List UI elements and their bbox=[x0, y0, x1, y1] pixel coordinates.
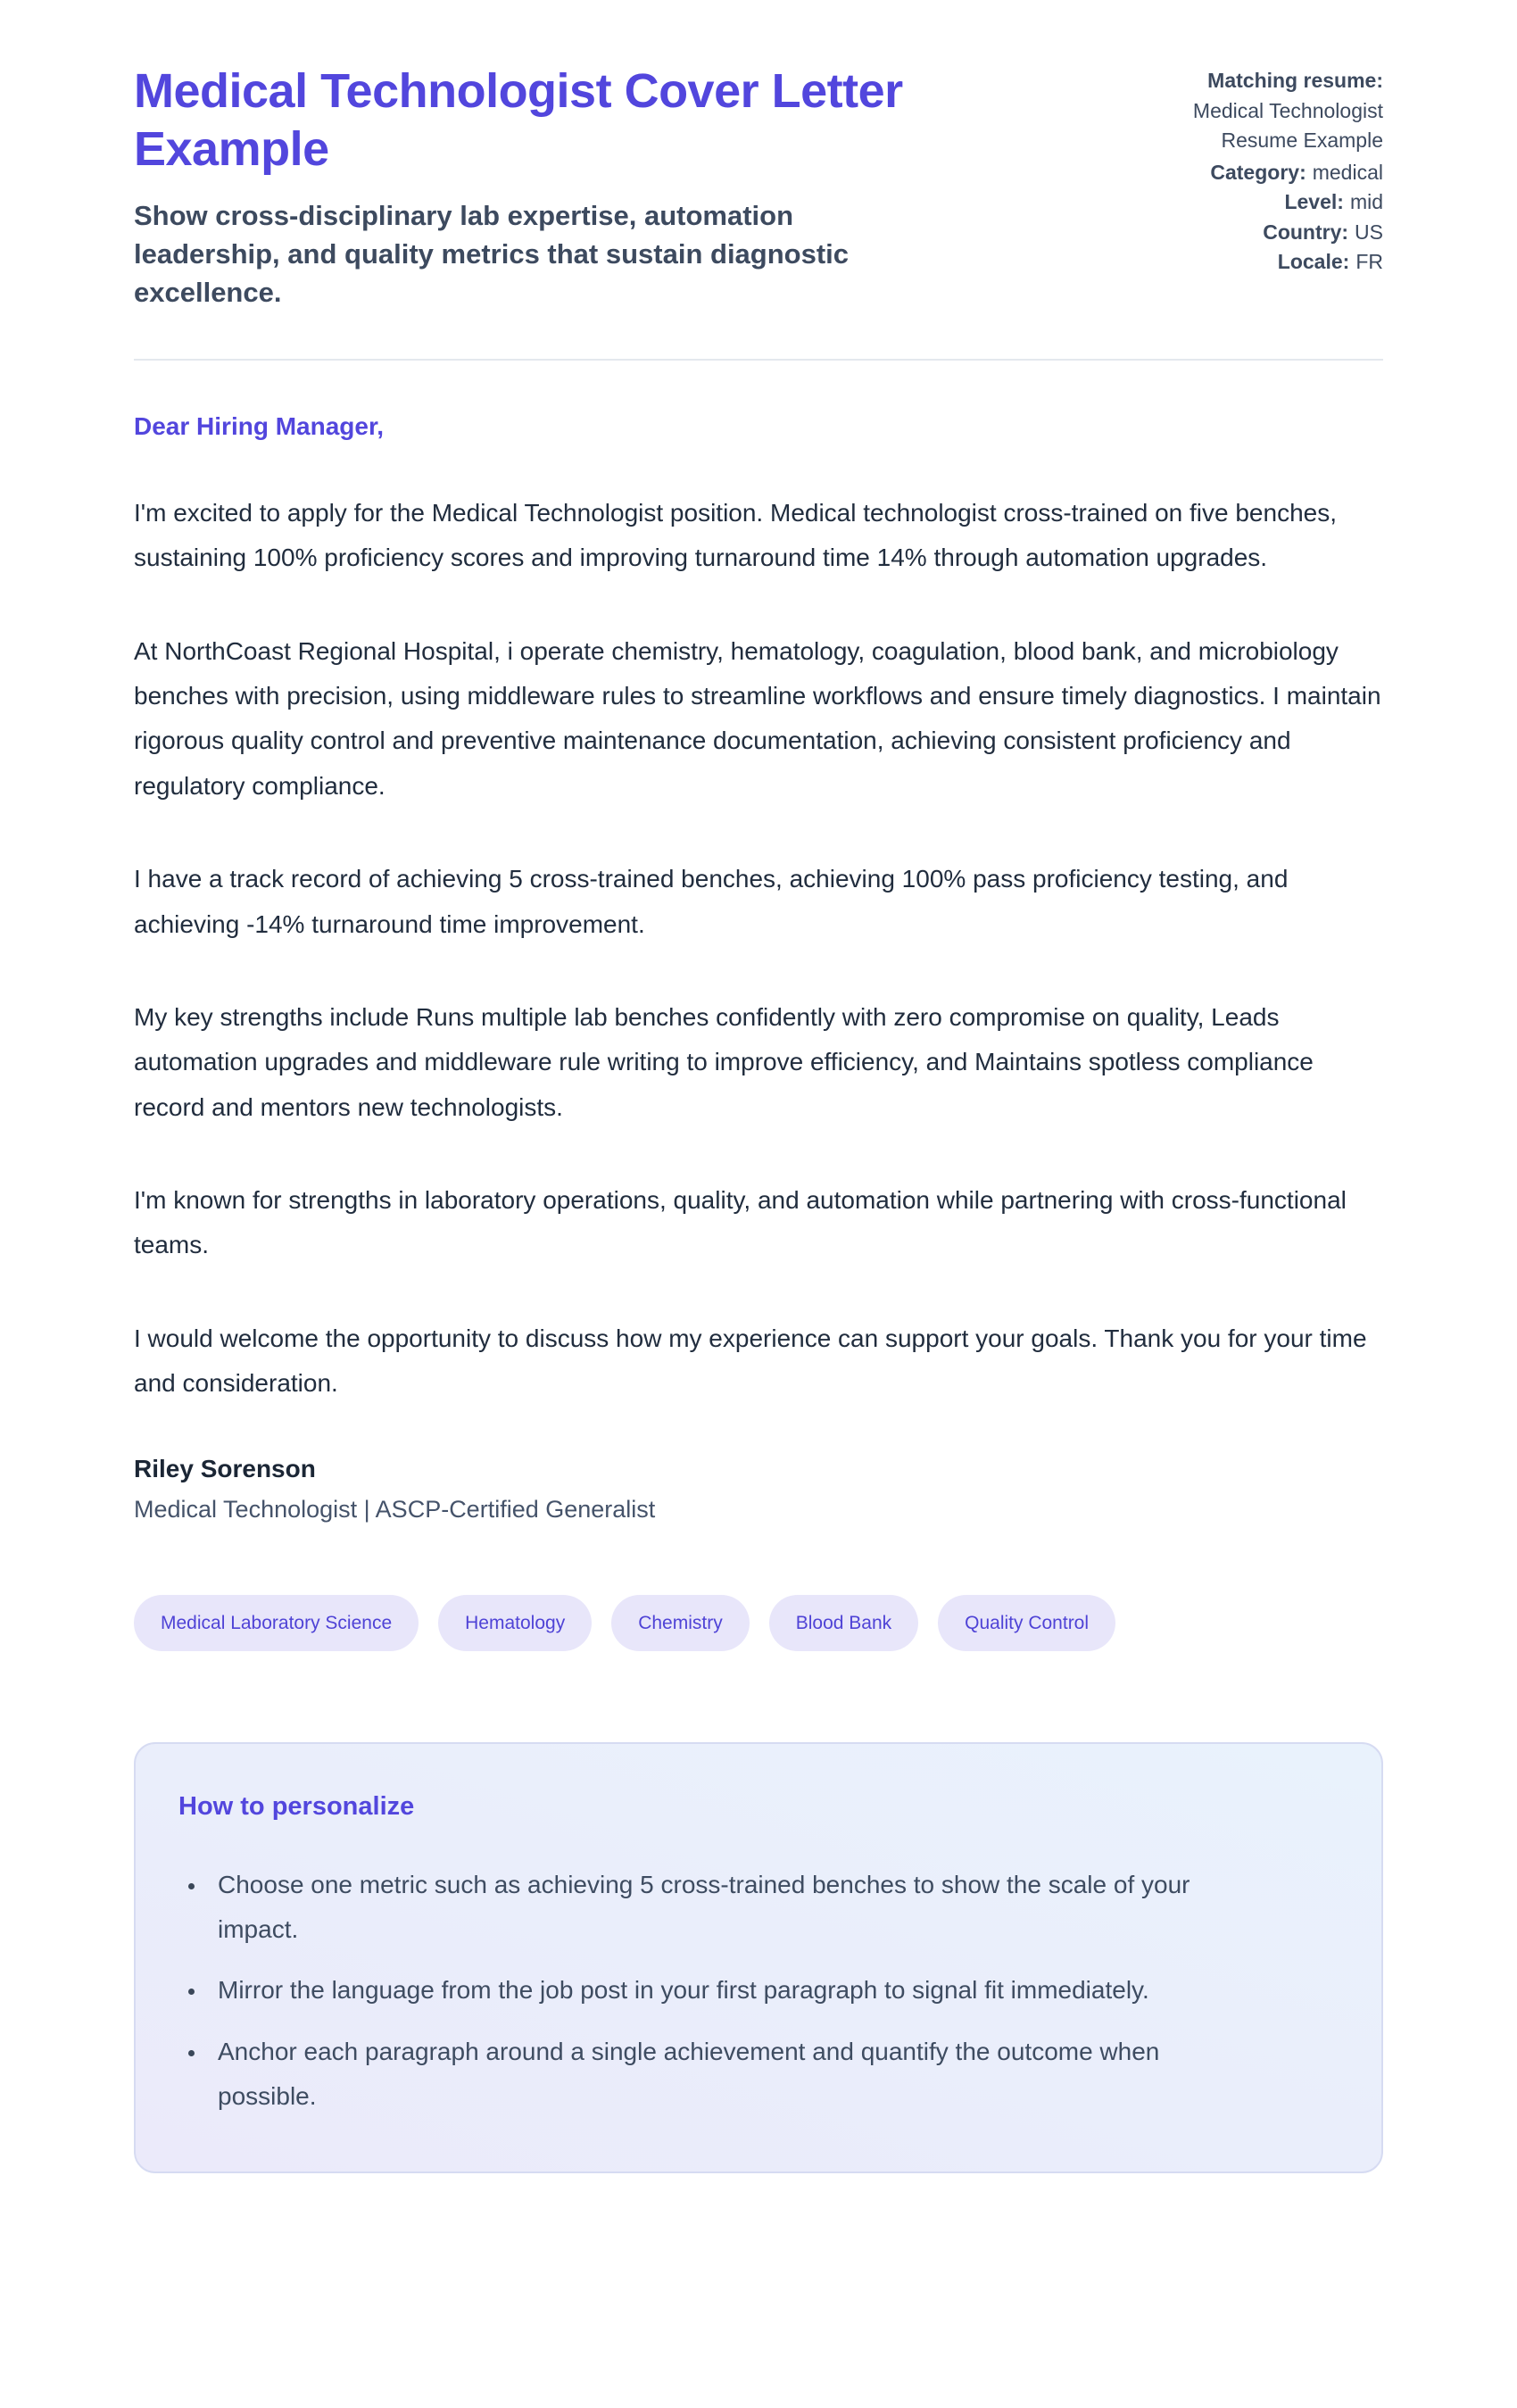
page-subtitle: Show cross-disciplinary lab expertise, automation leadership, and quality metrics that sustain diagnostic excellence. bbox=[134, 199, 850, 309]
signature-name: Riley Sorenson bbox=[134, 1454, 316, 1482]
meta-field-value: US bbox=[1355, 220, 1383, 244]
meta-field-list bbox=[1140, 158, 1383, 278]
meta-matching-value: Medical Technologist Resume Example bbox=[1192, 98, 1383, 153]
personalize-list bbox=[178, 1863, 1339, 2120]
meta-field-row bbox=[1140, 158, 1383, 188]
personalize-heading: How to personalize bbox=[178, 1791, 415, 1821]
tag-pill[interactable]: Blood Bank bbox=[769, 1595, 918, 1651]
letter-paragraph: At NorthCoast Regional Hospital, i operate chemistry, hematology, coagulation, blood bank, and microbiology benches with precision, using middleware rules to streamline workflows and ensure timely diagnostics. I maintain rigorous quality control and preventive maintenance documentation, achieving consistent proficiency and regulatory compliance. bbox=[134, 636, 1381, 800]
personalize-box bbox=[134, 1742, 1383, 2173]
greeting: Dear Hiring Manager, bbox=[134, 411, 385, 440]
resume-meta bbox=[1140, 62, 1383, 278]
meta-matching-resume bbox=[1140, 66, 1383, 156]
letter-paragraph: I would welcome the opportunity to discuss how my experience can support your goals. Thank you for your time and consideration. bbox=[134, 1324, 1367, 1398]
header-left bbox=[134, 62, 919, 312]
tag-list bbox=[134, 1595, 1383, 1651]
meta-field-row bbox=[1140, 187, 1383, 218]
tag-pill[interactable]: Quality Control bbox=[938, 1595, 1115, 1651]
meta-field-label: Country: bbox=[1263, 220, 1349, 244]
letter-paragraph: My key strengths include Runs multiple lab benches confidently with zero compromise on quality, Leads automation upgrades and middleware rule writing to improve efficiency, and Maintains spotless compliance record and mentors new technologists. bbox=[134, 1002, 1314, 1121]
meta-field-value: FR bbox=[1355, 250, 1383, 274]
personalize-item: • Choose one metric such as achieving 5 cross-trained benches to show the scale of your impact. bbox=[207, 1863, 1233, 1953]
letter-body bbox=[134, 361, 1383, 1524]
meta-field-row bbox=[1140, 218, 1383, 248]
signature-title: Medical Technologist | ASCP-Certified Generalist bbox=[134, 1495, 656, 1523]
meta-field-label: Locale: bbox=[1277, 250, 1350, 274]
letter-paragraph: I have a track record of achieving 5 cross-trained benches, achieving 100% pass proficiency testing, and achieving -14% turnaround time improvement. bbox=[134, 865, 1289, 938]
meta-matching-label: Matching resume: bbox=[1207, 69, 1383, 92]
page-title: Medical Technologist Cover Letter Example bbox=[134, 64, 903, 176]
meta-field-label: Level: bbox=[1284, 190, 1344, 214]
meta-field-label: Category: bbox=[1210, 160, 1306, 184]
letter-paragraph: I'm excited to apply for the Medical Technologist position. Medical technologist cross-trained on five benches, sustaining 100% proficiency scores and improving turnaround time 14% through automation upgrades. bbox=[134, 498, 1337, 572]
personalize-item: • Mirror the language from the job post in your first paragraph to signal fit immediately. bbox=[207, 1968, 1233, 2013]
tag-pill[interactable]: Medical Laboratory Science bbox=[134, 1595, 419, 1651]
meta-field-value: mid bbox=[1349, 190, 1383, 214]
letter-paragraph: I'm known for strengths in laboratory operations, quality, and automation while partnering with cross-functional teams. bbox=[134, 1186, 1347, 1259]
personalize-item: • Anchor each paragraph around a single achievement and quantify the outcome when possible. bbox=[207, 2030, 1233, 2120]
tag-pill[interactable]: Chemistry bbox=[611, 1595, 750, 1651]
letter-paragraphs bbox=[134, 491, 1383, 1407]
meta-field-row bbox=[1140, 247, 1383, 278]
tag-pill[interactable]: Hematology bbox=[438, 1595, 592, 1651]
meta-field-value: medical bbox=[1312, 160, 1383, 184]
header bbox=[134, 62, 1383, 312]
